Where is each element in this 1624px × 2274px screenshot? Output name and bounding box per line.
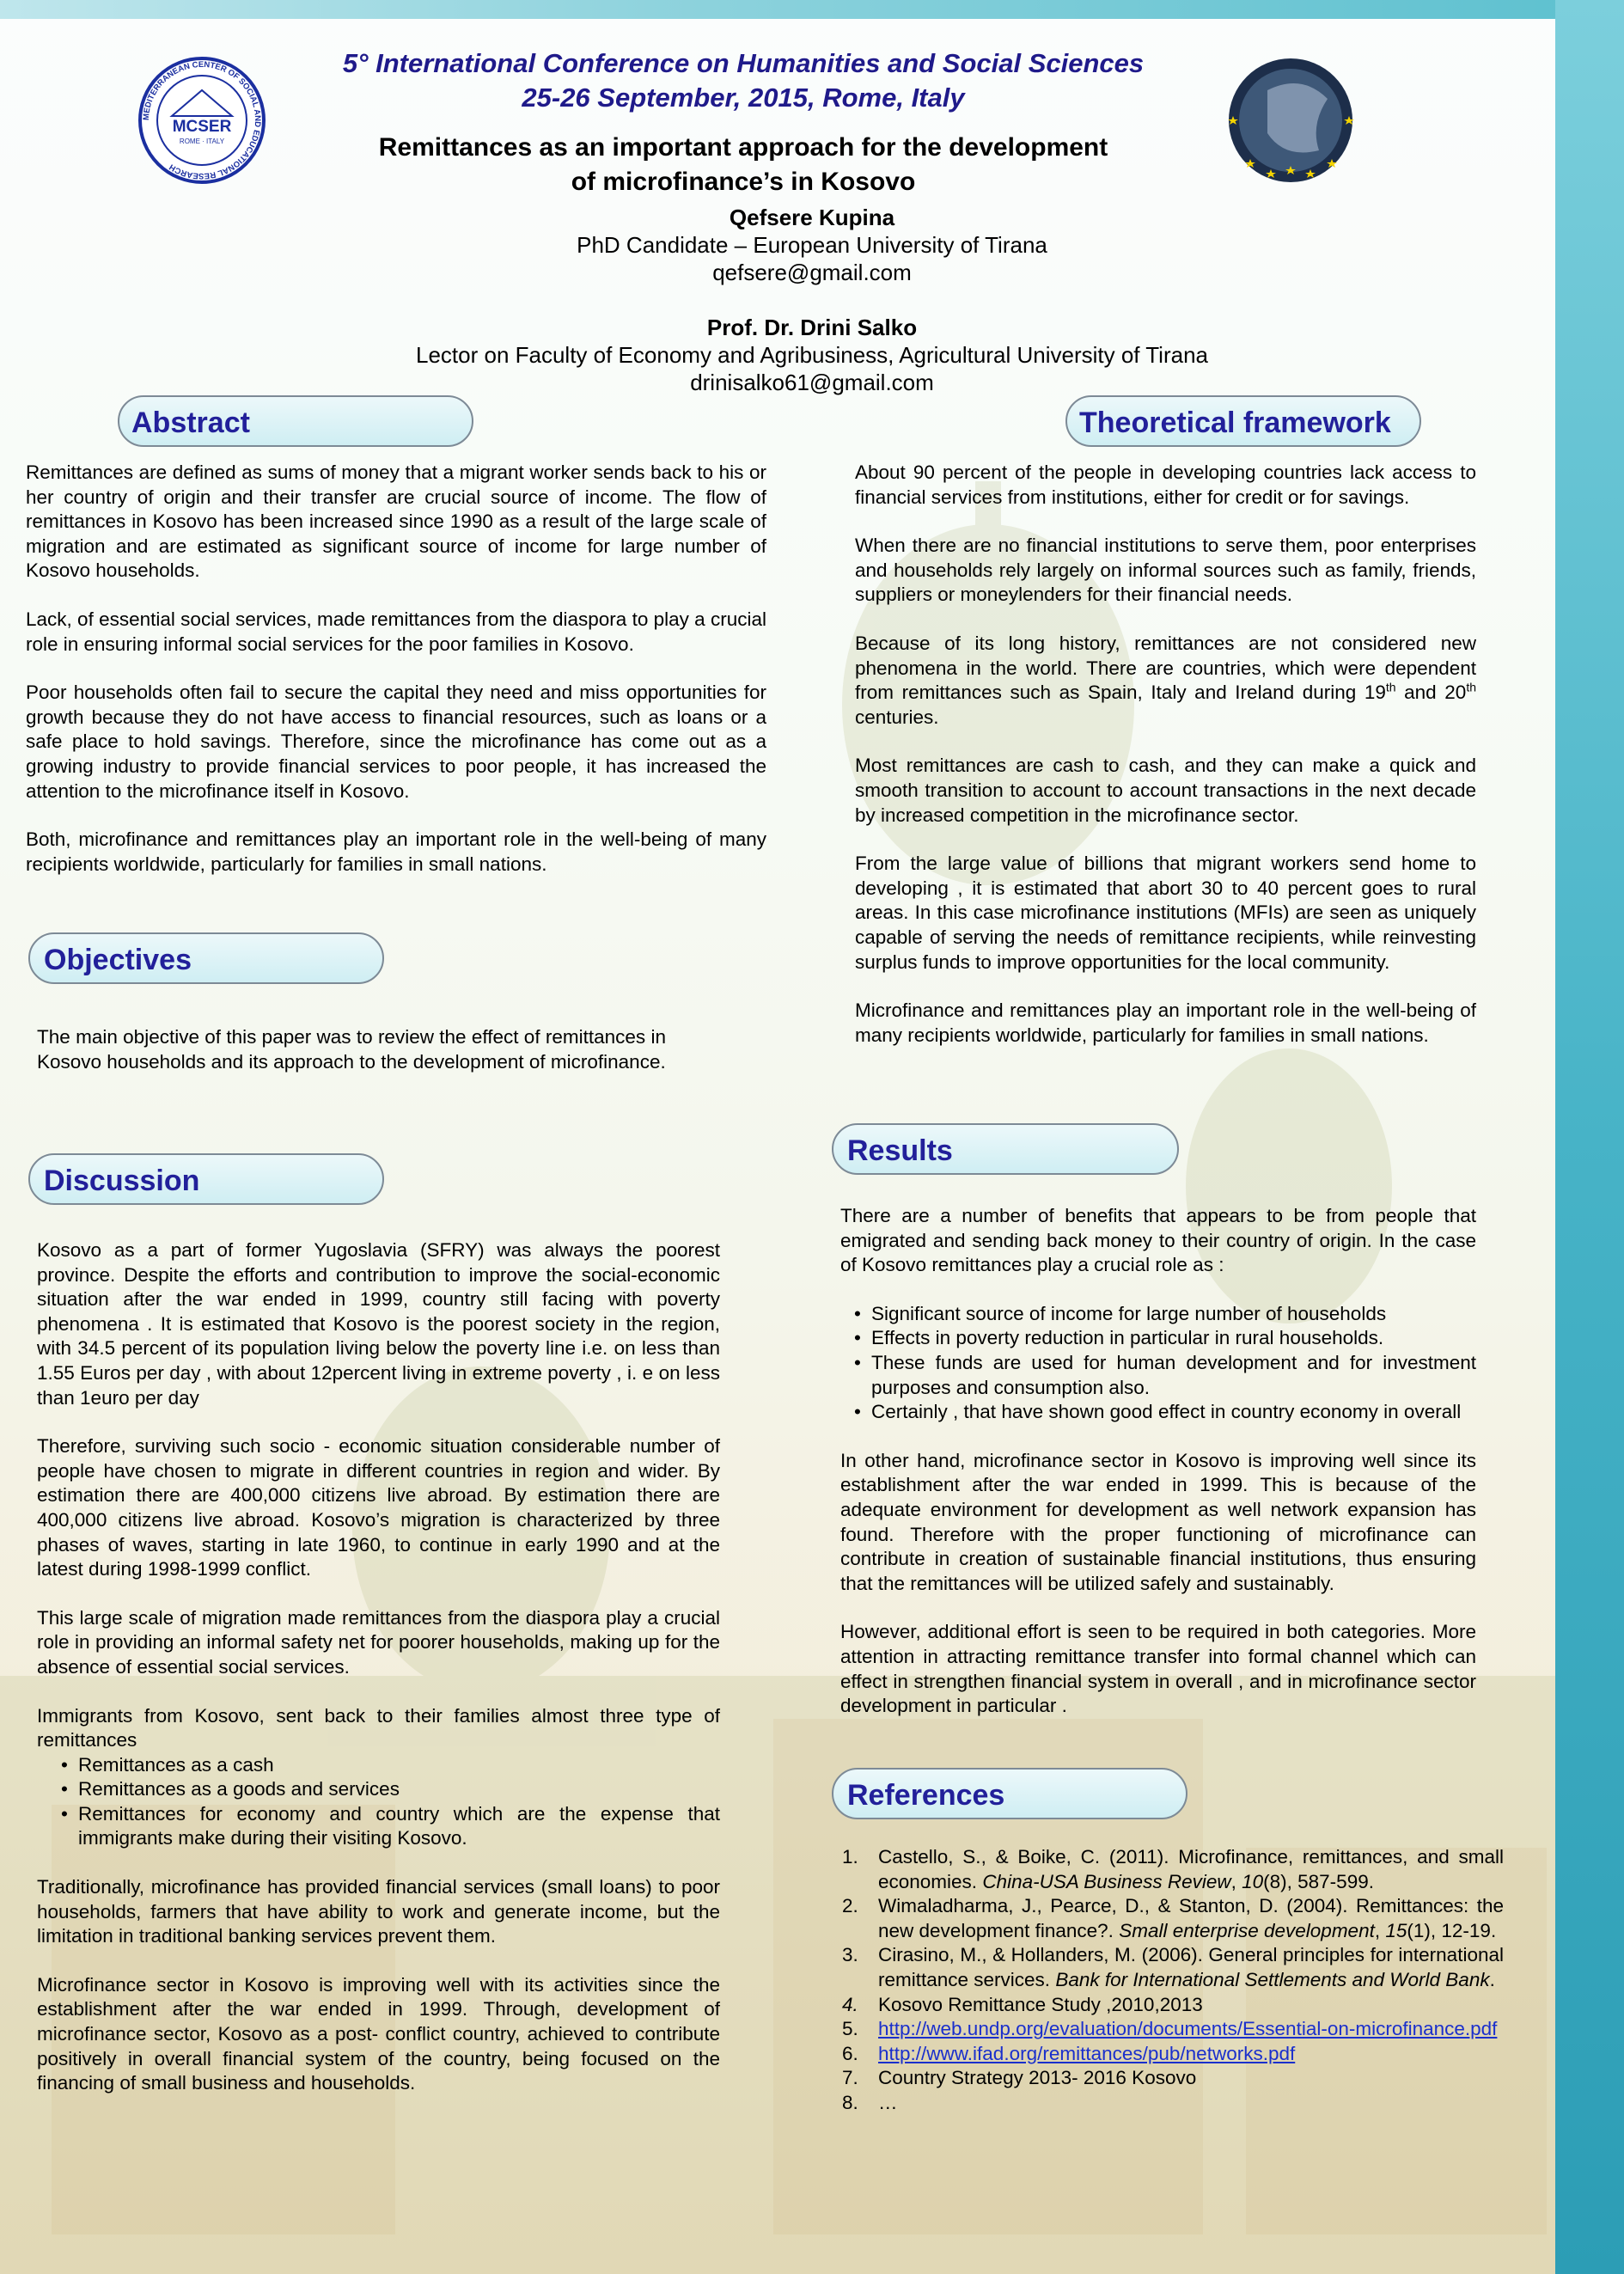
reference-text: Cirasino, M., & Hollanders, M. (2006). General principles for international remittance services. — [878, 1944, 1504, 1990]
theoretical-framework-heading: Theoretical framework — [1065, 395, 1421, 447]
abstract-paragraph: Both, microfinance and remittances play an important role in the well-being of many recipients worldwide, particularly for families in small nations. — [26, 828, 766, 875]
theory-paragraph: When there are no financial institutions to serve them, poor enterprises and households rely largely on informal sources such as family, friends, suppliers or moneylenders for their financial needs. — [855, 535, 1476, 606]
references-list — [842, 1845, 1504, 2116]
objectives-body — [37, 1025, 666, 1074]
reference-item — [842, 2066, 1504, 2091]
reference-link[interactable]: http://www.ifad.org/remittances/pub/networks.pdf — [878, 2042, 1296, 2064]
poster-title-line1: Remittances as an important approach for the development — [378, 133, 1108, 162]
results-body — [840, 1204, 1476, 1719]
reference-volume: 10 — [1242, 1870, 1264, 1892]
century-number: 19 — [1364, 682, 1386, 704]
list-item: • Certainly , that have shown good effect in country economy in overall — [851, 1400, 1476, 1425]
logo-sub-text: ROME · ITALY — [179, 138, 225, 145]
reference-number: 8. — [842, 2091, 858, 2113]
objectives-paragraph: The main objective of this paper was to review the effect of remittances in Kosovo households and its approach to the development of microfinance. — [37, 1026, 666, 1073]
mcser-seal-logo — [137, 56, 266, 185]
theory-paragraph: About 90 percent of the people in developing countries lack access to financial services from institutions, either for credit or for savings. — [855, 462, 1476, 508]
conference-name: 5° International Conference on Humanities and Social Sciences — [342, 48, 1145, 78]
ordinal-suffix: th — [1466, 680, 1477, 694]
objectives-heading: Objectives — [28, 932, 384, 984]
century-number: 20 — [1444, 682, 1467, 704]
reference-text: … — [878, 2091, 898, 2113]
theory-paragraph — [855, 632, 1476, 730]
abstract-paragraph: Lack, of essential social services, made remittances from the diaspora to play a crucial role in ensuring informal social services for the poor families in Kosovo. — [26, 608, 766, 655]
author1-affiliation: PhD Candidate – European University of Tirana — [577, 232, 1047, 258]
abstract-paragraph: Remittances are defined as sums of money that a migrant worker sends back to his or her country of origin and their transfer are crucial source of income. The flow of remittances in Kosovo has been increased since 1990 as a result of the large scale of migration and are estimated as significant source of income for large number of Kosovo households. — [26, 462, 766, 582]
results-heading: Results — [832, 1123, 1179, 1175]
reference-item — [842, 2091, 1504, 2116]
discussion-paragraph: Microfinance sector in Kosovo is improving well with its activities since the establishment after the war ended in 1999. Through, development of microfinance sector, Kosovo as a post- conflict country, achieved to contribute positively in overall financial system of the country, being focused on the financing of small business and households. — [37, 1973, 720, 2094]
reference-tail: (1), 12-19. — [1407, 1919, 1497, 1941]
theory-paragraph: Most remittances are cash to cash, and they can make a quick and smooth transition to account to account transactions in the next decade by increased competition in the microfinance sector. — [855, 755, 1476, 826]
discussion-paragraph: Kosovo as a part of former Yugoslavia (SFRY) was always the poorest province. Despite the efforts and contribution to improve the social-economic situation after the war ended in 1999, country still facing with poverty phenomena . It is estimated that Kosovo is the poorest society in the region, with 34.5 percent of its population living below the poverty line i.e. on less than 1.55 Euros per day , with about 12percent living in extreme poverty , i. e on less than 1euro per day — [37, 1239, 720, 1409]
reference-tail: (8), 587-599. — [1263, 1870, 1374, 1892]
right-accent-bar — [1555, 0, 1624, 2274]
list-item: • Effects in poverty reduction in particular in rural households. — [851, 1326, 1476, 1351]
reference-item — [842, 2017, 1504, 2042]
theory-text: centuries. — [855, 706, 939, 728]
reference-number: 5. — [842, 2018, 858, 2040]
author2-name: Prof. Dr. Drini Salko — [706, 315, 918, 340]
author1-email: qefsere@gmail.com — [712, 260, 912, 285]
reference-item — [842, 2042, 1504, 2067]
reference-journal: Bank for International Settlements and World Bank — [1055, 1968, 1490, 1990]
reference-item — [842, 1943, 1504, 1992]
reference-text: Kosovo Remittance Study ,2010,2013 — [878, 1993, 1203, 2015]
theory-paragraph: Microfinance and remittances play an important role in the well-being of many recipients worldwide, particularly for families in small nations. — [855, 999, 1476, 1046]
theory-paragraph: From the large value of billions that migrant workers send home to developing , it is estimated that abort 30 to 40 percent goes to rural areas. In this case microfinance institutions (MFIs) are seen as uniquely capable of serving the needs of remittance recipients, while reinvesting surplus funds to improve opportunities for the local community. — [855, 853, 1476, 973]
logo-ring-text: MEDITERRANEAN CENTER OF SOCIAL AND EDUCATIONAL RESEARCH — [141, 59, 263, 181]
theoretical-framework-body — [855, 461, 1476, 1048]
discussion-paragraph: Traditionally, microfinance has provided financial services (small loans) to poor households, farmers that have ability to work and generate income, but the limitation in traditional banking services prevent them. — [37, 1876, 720, 1947]
reference-separator: , — [1374, 1919, 1386, 1941]
theory-text: and — [1395, 682, 1445, 704]
abstract-heading: Abstract — [118, 395, 473, 447]
results-paragraph: In other hand, microfinance sector in Kosovo is improving well since its establishment after the war ended in 1999. This is because of the adequate environment for development as well network expansion has found. Therefore with the proper functioning of microfinance can contribute in creation of sustainable financial institutions, thus ensuring that the remittances will be utilized safely and sustainably. — [840, 1449, 1476, 1594]
conference-dates: 25-26 September, 2015, Rome, Italy — [522, 83, 965, 113]
discussion-heading: Discussion — [28, 1153, 384, 1205]
discussion-paragraph: Therefore, surviving such socio - economic situation considerable number of people have chosen to migrate in different countries in region and wider. By estimation there are 400,000 citizens live abroad. By estimation there are 400,000 citizens live abroad. Kosovo’s migration is characterized by three phases of waves, starting in late 1960, to continue in early 1990 and at the latest during 1998-1999 conflict. — [37, 1435, 720, 1580]
list-item: • These funds are used for human development and for investment purposes and consumption also. — [851, 1351, 1476, 1400]
discussion-paragraph: This large scale of migration made remittances from the diaspora play a crucial role in providing an informal safety net for poorer households, making up for the absence of essential social services. — [37, 1606, 720, 1678]
reference-number: 7. — [842, 2067, 858, 2089]
author1-name: Qefsere Kupina — [729, 205, 895, 230]
results-benefits-list — [851, 1302, 1476, 1425]
reference-text: Country Strategy 2013- 2016 Kosovo — [878, 2067, 1197, 2089]
list-item: • Remittances as a cash — [58, 1753, 720, 1778]
results-paragraph: However, additional effort is seen to be required in both categories. More attention in attracting remittance transfer into formal channel which can effect in strengthen financial system in overall , and in microfinance sector development in particular . — [840, 1621, 1476, 1717]
reference-separator: , — [1230, 1870, 1242, 1892]
reference-tail: . — [1489, 1968, 1495, 1990]
poster-title-line2: of microfinance’s in Kosovo — [571, 168, 916, 196]
top-accent-bar — [0, 0, 1624, 19]
reference-volume: 15 — [1385, 1919, 1407, 1941]
results-paragraph: There are a number of benefits that appears to be from people that emigrated and sending back money to their country of origin. In the case of Kosovo remittances play a crucial role as : — [840, 1205, 1476, 1276]
author2-email: drinisalko61@gmail.com — [690, 370, 934, 395]
reference-journal: Small enterprise development — [1119, 1919, 1375, 1941]
abstract-paragraph: Poor households often fail to secure the capital they need and miss opportunities for growth because they do not have access to financial resources, such as loans or a safe place to hold savings. Therefore, since the microfinance has come out as a growing industry to provide financial services to poor people, it has increased the attention to the microfinance itself in Kosovo. — [26, 682, 766, 802]
reference-number: 6. — [842, 2042, 858, 2064]
author2-affiliation: Lector on Faculty of Economy and Agribusiness, Agricultural University of Tirana — [416, 342, 1208, 368]
reference-number: 1. — [842, 1846, 858, 1867]
reference-number: 2. — [842, 1895, 858, 1917]
list-item: • Significant source of income for large number of households — [851, 1302, 1476, 1327]
reference-text: Castello, S., & Boike, C. (2011). Microfinance, remittances, and small economies. — [878, 1846, 1504, 1892]
reference-journal: China-USA Business Review — [982, 1870, 1231, 1892]
discussion-paragraph: Immigrants from Kosovo, sent back to their families almost three type of remittances — [37, 1704, 720, 1751]
ordinal-suffix: th — [1385, 680, 1396, 694]
logo-center-text: MCSER — [172, 118, 232, 136]
remittance-types-list — [58, 1753, 720, 1851]
theory-text: Because of its long history, remittances are not considered new phenomena in the world. There are countries, which were dependent from remittances such as Spain, Italy and Ireland during — [855, 632, 1476, 704]
reference-item — [842, 1845, 1504, 1894]
reference-number: 3. — [842, 1944, 858, 1966]
discussion-body — [37, 1238, 720, 2096]
eu-stars-globe-logo — [1216, 56, 1366, 185]
reference-link[interactable]: http://web.undp.org/evaluation/documents/Essential-on-microfinance.pdf — [878, 2018, 1498, 2040]
reference-item — [842, 1894, 1504, 1943]
reference-text: Wimaladharma, J., Pearce, D., & Stanton, D. (2004). Remittances: the new development finance?. — [878, 1895, 1504, 1941]
abstract-body — [26, 461, 766, 877]
list-item: • Remittances for economy and country which are the expense that immigrants make during their visiting Kosovo. — [58, 1802, 720, 1851]
reference-number: 4. — [842, 1993, 858, 2015]
references-heading: References — [832, 1768, 1187, 1819]
reference-item — [842, 1993, 1504, 2018]
list-item: • Remittances as a goods and services — [58, 1777, 720, 1802]
